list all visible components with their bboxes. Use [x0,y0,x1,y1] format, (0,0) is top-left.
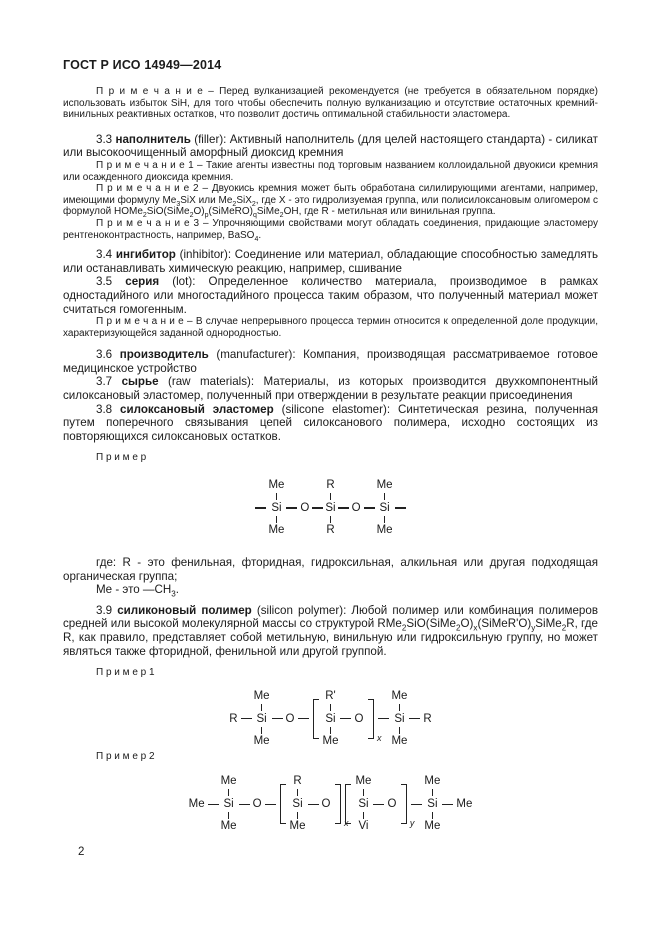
substituent-top: Me [268,479,285,492]
substituent-bottom: Vi [358,820,369,833]
bond [239,804,250,805]
definition-body: (manufacturer): Компания, производящая рассматриваемое готовое медицинское устройство [63,348,598,375]
bracket-open [313,699,319,739]
repeat-subscript: x [343,818,349,829]
silicon-unit [268,479,284,537]
silicon-unit [323,690,339,748]
vertical-bond [330,704,331,711]
vertical-bond [330,516,331,523]
substituent-bottom: Me [220,820,237,833]
bond [409,718,420,719]
chain-atom: O [285,712,295,725]
vertical-bond [399,727,400,734]
chain-atom: Me [188,798,205,811]
silicon-unit [424,775,440,833]
central-atom: Si [394,712,405,725]
bond [298,718,309,719]
vertical-bond [276,516,277,523]
substituent-bottom: Me [376,524,393,537]
definition-3-9 [63,604,598,658]
vertical-bond [384,493,385,500]
chemical-structure-example2 [188,775,474,833]
definition-number: 3.9 [96,603,113,617]
vertical-bond [297,789,298,796]
definition-3-3 [63,133,598,160]
page-header: ГОСТ Р ИСО 14949—2014 [63,58,222,72]
central-atom: Si [427,798,438,811]
chain-atom: R [229,712,238,725]
substituent-top: R [293,775,302,788]
bracket-open [280,784,286,824]
definition-3-4 [63,248,598,275]
example-label: П р и м е р [96,452,147,464]
bond [286,507,297,508]
substituent-bottom: Me [424,820,441,833]
bond [255,507,266,508]
me-definition: Me - это $—CH_3$. [96,583,180,599]
silicon-unit [325,479,335,537]
vertical-bond [261,704,262,711]
substituent-top: Me [391,689,408,702]
vertical-bond [330,727,331,734]
definition-body: (silicone elastomer): Синтетическая резина, полученная путем поперечного связывания цепей силоксанового полимера, исходно состоящих из повторяющихся силоксановых остатков. [63,402,598,443]
note-3-5: П р и м е ч а н и е – В случае непрерывного процесса термин относится к определенной доле продукции, характеризующейся заданной однородностью. [63,316,598,339]
chemical-structure-siloxane-elastomer [253,479,407,537]
vertical-bond [330,493,331,500]
vertical-bond [432,812,433,819]
note-3-3-1: П р и м е ч а н и е 1 – Такие агенты известны под торговым названием коллоидальной двуокиси кремния или осажденного диоксида кремния. [63,159,598,183]
silicon-unit [355,775,371,833]
central-atom: Si [256,712,267,725]
bracket-open [345,784,351,824]
chain-atom: O [351,502,361,515]
silicon-unit [254,690,270,748]
chain-atom: R [423,712,432,725]
definition-term: производитель [119,348,209,362]
substituent-bottom: Me [391,734,408,747]
substituent-bottom: Me [289,820,306,833]
chain-atom: O [354,712,364,725]
definition-3-5 [63,275,598,316]
definition-term: серия [125,275,160,289]
definition-3-7 [63,375,598,402]
bond [272,718,283,719]
substituent-bottom: Me [268,524,285,537]
central-atom: Si [223,798,234,811]
central-atom: Si [379,502,390,515]
bond [312,507,323,508]
example1-label: П р и м е р 1 [96,667,155,679]
substituent-top: R [326,479,335,492]
substituent-top: Me [424,775,441,788]
bond [208,804,219,805]
definition-body: (filler): Активный наполнитель (для целей настоящего стандарта) - силикат или высокоочищенный аморфный диоксид кремния [63,132,598,160]
central-atom: Si [271,502,282,515]
substituent-top: R' [325,689,336,702]
page-number: 2 [78,846,85,859]
definition-term: наполнитель [115,132,191,146]
bond [378,718,389,719]
definition-body: (raw materials): Материалы, из которых производится двухкомпонентный силоксановый эластомер, полученный при отверждении в результате реакции присоединения [63,375,598,403]
definition-body: (silicon polymer): Любой полимер или комбинация полимеров средней или высокой молекулярной массы со структурой $RMe_2SiO(SiMe_2O)_x(SiMeR'O)_ySiMe_2R$, где R, как правило, представляет собой метильную, винильную или гидроксильную группу, но может являться также фторидной, фенильной или другой группой. [63,603,598,658]
definition-number: 3.7 [96,375,113,389]
vertical-bond [399,704,400,711]
bond [308,804,319,805]
bond [265,804,276,805]
definition-number: 3.6 [96,348,113,362]
note-3-3-2: П р и м е ч а н и е 2 – Двуокись кремния может быть обработана силилирующими агентами, например, имеющими формулу $Me_3SiX$ или $Me_2SiX_2$, где X - это гидролизуемая группа, или полисилоксановым олигомером с формулой $HOMe_2SiO(SiMe_2O)_p(SiMeRO)_qSiMe_2OH$, где R - метильная или винильная группа. [63,183,598,220]
bond [373,804,384,805]
substituent-bottom: Me [322,734,339,747]
vertical-bond [276,493,277,500]
definition-number: 3.3 [96,132,113,146]
vertical-bond [261,727,262,734]
central-atom: Si [325,502,336,515]
chain-atom: Me [456,798,473,811]
bond [364,507,375,508]
bracket-close [368,699,382,743]
vertical-bond [228,812,229,819]
chain-atom: O [321,798,331,811]
central-atom: Si [325,712,336,725]
vertical-bond [228,789,229,796]
note-vulcanization: П р и м е ч а н и е – Перед вулканизацией рекомендуется (не требуется в обязательном порядке) использовать избыток SiH, для того чтобы обеспечить полную вулканизацию и отсутствие остаточных кремний-винильных реактивных остатков, что позволит достичь оптимальной стабильности эластомера. [63,86,598,121]
silicon-unit [377,479,393,537]
definition-term: сырье [121,375,159,389]
vertical-bond [432,789,433,796]
note-3-3-3: П р и м е ч а н и е 3 – Упрочняющими свойствами могут обладать соединения, придающие эластомеру рентгеноконтрастность, например, BaSO$_4$. [63,217,598,243]
silicon-unit [290,775,306,833]
repeat-subscript: y [409,818,415,829]
bond [241,718,252,719]
substituent-top: Me [253,689,270,702]
substituent-bottom: R [326,524,335,537]
where-clause: где: R - это фенильная, фторидная, гидроксильная, алкильная или другая подходящая органическая группа; [63,556,598,583]
definition-3-6 [63,348,598,375]
silicon-unit [221,775,237,833]
chain-atom: O [387,798,397,811]
silicon-unit [391,690,407,748]
definition-number: 3.5 [96,275,113,289]
substituent-top: Me [355,775,372,788]
substituent-top: Me [220,775,237,788]
bracket-close [335,784,349,829]
bond [411,804,422,805]
substituent-top: Me [376,479,393,492]
definition-3-8 [63,403,598,444]
definition-term: силоксановый эластомер [120,402,274,416]
definition-body: (inhibitor): Соединение или материал, обладающие способностью замедлять или останавливать химическую реакцию, например, сшивание [63,248,598,275]
vertical-bond [297,812,298,819]
vertical-bond [363,812,364,819]
substituent-bottom: Me [253,734,270,747]
example2-label: П р и м е р 2 [96,750,155,762]
bracket-close [401,784,415,829]
definition-number: 3.8 [96,402,113,416]
bond [442,804,453,805]
bond [340,718,351,719]
repeat-subscript: x [376,732,382,743]
central-atom: Si [292,798,303,811]
chain-atom: O [252,798,262,811]
vertical-bond [384,516,385,523]
definition-term: силиконовый полимер [117,603,252,617]
bond [395,507,406,508]
central-atom: Si [358,798,369,811]
definition-term: ингибитор [115,248,176,262]
chemical-structure-example1 [228,690,432,748]
chain-atom: O [300,502,310,515]
vertical-bond [363,789,364,796]
bond [338,507,349,508]
definition-number: 3.4 [96,248,113,262]
definition-body: (lot): Определенное количество материала, производимое в рамках одностадийного или многостадийного процесса таким образом, что полученный материал может считаться гомогенным. [63,275,598,316]
